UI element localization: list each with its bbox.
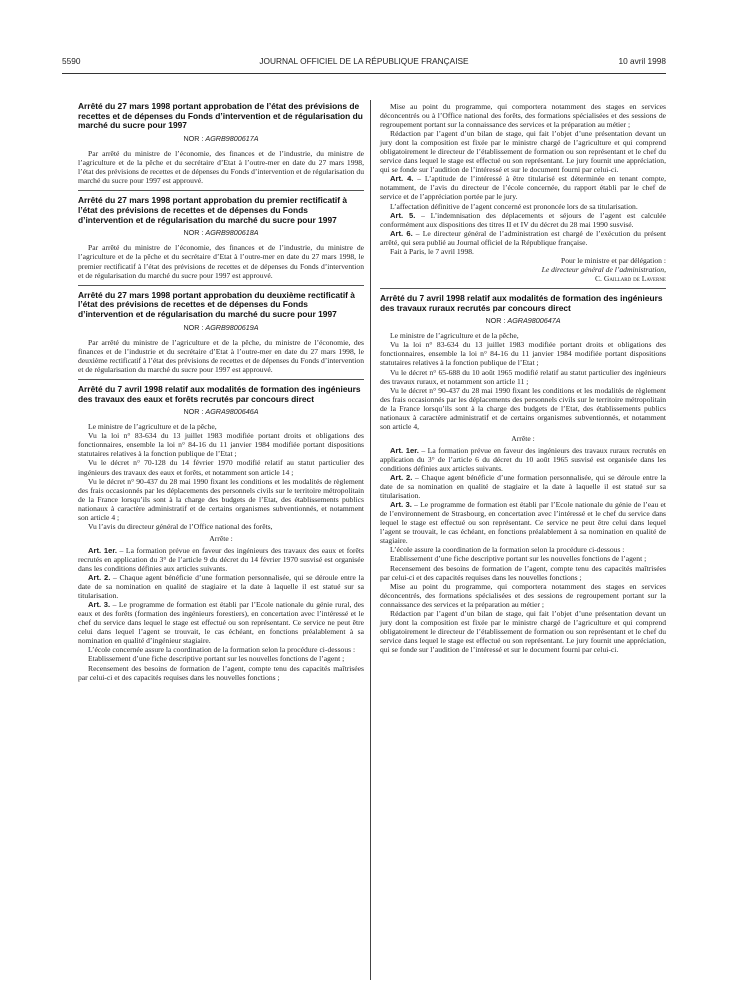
article-2: Art. 2. – Chaque agent bénéficie d’une formation personnalisée, qui se déroule entre la date de sa nomination en qualité de stagiaire et la date à laquelle il est statué sur sa titularisation. bbox=[380, 473, 666, 501]
decree-paragraph: Par arrêté du ministre de l’agriculture et de la pêche, du ministre de l’économie, des finances et de l’industrie et du secrétaire d’Etat à l’outre-mer en date du 27 mars 1998, le deuxième rectificatif à l’état des prévisions de recettes et de dépenses du Fonds d’intervention et de régularisation du marché du sucre pour 1997 est approuvé. bbox=[78, 337, 364, 374]
decree-paragraph: Vu la loi n° 83-634 du 13 juillet 1983 modifiée portant droits et obligations des fonctionnaires, ensemble la loi n° 84-16 du 11 janvier 1984 modifiée portant dispositions statutaires relatives à la fonction publique de l’Etat ; bbox=[380, 340, 666, 368]
decree-paragraph: Par arrêté du ministre de l’économie, des finances et de l’industrie, du ministre de l’agriculture et de la pêche et du secrétaire d’Etat à l’outre-mer en date du 27 mars 1998, le premier rectificatif à l’état des prévisions de recettes et de dépenses du Fonds d’intervention et de régularisation du marché du sucre pour 1997 est approuvé. bbox=[78, 243, 364, 280]
article-label: Art. 3. bbox=[88, 600, 111, 610]
running-head bbox=[62, 56, 666, 74]
decree-sucre-rectificatif-1 bbox=[78, 196, 364, 279]
nor-code: AGRB9800617A bbox=[205, 134, 259, 144]
nor-code: AGRB9800618A bbox=[205, 228, 259, 238]
article-label: Art. 3. bbox=[390, 500, 412, 510]
place-date: Fait à Paris, le 7 avril 1998. bbox=[390, 246, 474, 256]
article-1: Art. 1er. – La formation prévue en faveur des ingénieurs des travaux des eaux et forêts recrutés en application du 3° de l’article 9 du décret du 14 février 1970 susvisé est organisée dans les conditions définies aux articles suivants. bbox=[78, 545, 364, 573]
decree-paragraph: Vu le décret n° 70-128 du 14 février 1970 modifié relatif au statut particulier des ingénieurs des travaux des eaux et forêts, et notamment son article 14 ; bbox=[78, 458, 364, 477]
article-1: Art. 1er. – La formation prévue en faveur des ingénieurs des travaux ruraux recrutés en application du 3° de l’article 6 du décret du 10 août 1965 susvisé est organisée dans les conditions définies aux articles suivants. bbox=[380, 445, 666, 473]
article-label: Art. 5. bbox=[390, 210, 416, 220]
decree-travaux-ruraux bbox=[380, 294, 666, 654]
article-label: Art. 1er. bbox=[390, 445, 419, 455]
issue-date: 10 avril 1998 bbox=[618, 56, 666, 66]
decree-paragraph: Rédaction par l’agent d’un bilan de stage, qui fait l’objet d’une présentation devant un jury dont la composition est fixée par le ministre chargé de l’agriculture et qui comprend obligatoirement le directeur de l’établissement de formation ou son représentant et le chef du service dans lequel le stage est effectué ou son représentant. Le jury fournit une appréciation, qui se fonde sur l’audition de l’intéressé et sur le document fourni par celui-ci. bbox=[380, 608, 666, 654]
decree-paragraph: Le ministre de l’agriculture et de la pêche, bbox=[390, 331, 519, 341]
nor-code: AGRA9800647A bbox=[507, 316, 561, 326]
nor-reference: NOR : AGRB9800618A bbox=[183, 228, 259, 238]
article-label: Art. 6. bbox=[390, 228, 413, 238]
decree-paragraph: Mise au point du programme, qui comportera notamment des stages en services déconcentrés, des formations spécialisées et des sessions de regroupement portant sur la connaissance des services et la préparation au métier ; bbox=[380, 581, 666, 609]
article-label: Art. 1er. bbox=[88, 545, 117, 555]
article-4: Art. 4. – L’aptitude de l’intéressé à être titularisé est déterminée en tenant compte, notamment, de l’avis du directeur de l’école concernée, du rapport établi par le chef de service et de l’appréciation portée par le jury. bbox=[380, 174, 667, 202]
decree-paragraph: Mise au point du programme, qui comportera notamment des stages en services déconcentrés ou à l’Office national des forêts, des formations spécialisées et des sessions de regroupement portant sur la connaissance des services et la préparation au métier ; bbox=[380, 102, 666, 130]
nor-reference: NOR : AGRA9800647A bbox=[485, 316, 561, 326]
nor-code: AGRA9800646A bbox=[205, 407, 259, 417]
decree-sucre-rectificatif-2 bbox=[78, 291, 364, 374]
article-2: Art. 2. – Chaque agent bénéficie d’une formation personnalisée, qui se déroule entre la date de sa nomination en qualité de stagiaire et la date à laquelle il est statué sur sa titularisation. bbox=[78, 573, 364, 601]
decree-paragraph: L’école assure la coordination de la formation selon la procédure ci-dessous : bbox=[390, 545, 625, 555]
article-6: Art. 6. – Le directeur général de l’administration est chargé de l’exécution du présent arrêté, qui sera publié au Journal officiel de la République française. bbox=[380, 228, 666, 247]
decree-paragraph: Recensement des besoins de formation de l’agent, compte tenu des capacités maîtrisées par celui-ci et des capacités requises dans les nouvelles fonctions ; bbox=[380, 563, 666, 582]
decree-paragraph: Vu le décret n° 65-688 du 10 août 1965 modifié relatif au statut particulier des ingénieurs des travaux ruraux, et notamment son article 11 ; bbox=[380, 367, 666, 386]
arrete-heading: Arrête : bbox=[511, 433, 535, 443]
article-3: Art. 3. – Le programme de formation est établi par l’Ecole nationale du génie de l’eau et de l’environnement de Strasbourg, en concertation avec l’intéressé et le chef du service dans lequel le stage est effectué ou son représentant. Ce service ne peut être celui dans lequel l’agent se trouvait, le cas échéant, en fonctions préalablement à sa nomination en qualité de stagiaire. bbox=[380, 500, 667, 546]
decree-eaux-forets bbox=[78, 385, 364, 682]
decree-paragraph: L’affectation définitive de l’agent concerné est prononcée lors de sa titularisation. bbox=[390, 201, 638, 211]
signature-name: C. Gaillard de Laverne bbox=[594, 273, 666, 283]
page-number: 5590 bbox=[62, 56, 81, 66]
decree-paragraph: Vu l’avis du directeur général de l’Office national des forêts, bbox=[88, 521, 273, 531]
decree-sucre-1997 bbox=[78, 102, 364, 185]
decree-paragraph: Vu le décret n° 90-437 du 28 mai 1990 fixant les conditions et les modalités de règlement des frais occasionnés par les déplacements des personnels civils sur le territoire métropolitain de la France lorsqu’ils sont à la charge des budgets de l’Etat, des établissements publics nationaux à caractère administratif et de certains organismes subventionnés, et notamment son article 4, bbox=[380, 385, 666, 431]
decree-paragraph: Etablissement d’une fiche descriptive portant sur les nouvelles fonctions de l’agent ; bbox=[390, 554, 647, 564]
signature-delegation: Pour le ministre et par délégation : bbox=[560, 255, 666, 265]
article-label: Art. 2. bbox=[88, 573, 111, 583]
decree-paragraph: Vu la loi n° 83-634 du 13 juillet 1983 modifiée portant droits et obligations des fonctionnaires, ensemble la loi n° 84-16 du 11 janvier 1984 modifiée portant dispositions statutaires relatives à la fonction publique de l’Etat ; bbox=[78, 431, 364, 459]
decree-paragraph: Vu le décret n° 90-437 du 28 mai 1990 fixant les conditions et les modalités de règlement des frais occasionnés par les déplacements des personnels civils sur le territoire métropolitain de la France lorsqu’ils sont à la charge des budgets de l’Etat, des établissements publics nationaux à caractère administratif et de certains organismes subventionnés, et notamment son article 4 ; bbox=[78, 476, 364, 522]
decree-title: Arrêté du 7 avril 1998 relatif aux modalités de formation des ingénieurs des travaux ruraux recrutés par concours direct bbox=[380, 292, 663, 313]
arrete-heading: Arrête : bbox=[209, 533, 233, 543]
article-3: Art. 3. – Le programme de formation est établi par l’Ecole nationale du génie rural, des eaux et des forêts (formation des ingénieurs forestiers), en concertation avec l’intéressé et le chef du service dans lequel le stage est effectué ou son représentant. Ce service ne peut être celui dans lequel l’agent se trouvait, le cas échéant, en fonctions préalablement à sa nomination en qualité d’ingénieur stagiaire. bbox=[78, 600, 364, 646]
decree-eaux-forets-continued bbox=[380, 102, 666, 283]
separator bbox=[380, 288, 666, 289]
separator bbox=[78, 190, 364, 191]
separator bbox=[78, 379, 364, 380]
nor-reference: NOR : AGRB9800617A bbox=[183, 134, 259, 144]
decree-paragraph: Etablissement d’une fiche descriptive portant sur les nouvelles fonctions de l’agent ; bbox=[88, 654, 345, 664]
nor-reference: NOR : AGRA9800646A bbox=[183, 407, 259, 417]
nor-code: AGRB9800619A bbox=[205, 322, 259, 332]
column-divider bbox=[370, 100, 371, 980]
article-label: Art. 4. bbox=[390, 174, 414, 184]
left-column bbox=[78, 102, 364, 682]
decree-paragraph: Recensement des besoins de formation de l’agent, compte tenu des capacités maîtrisées par celui-ci et des capacités requises dans les nouvelles fonctions ; bbox=[78, 663, 364, 682]
signature-role: Le directeur général de l’administration, bbox=[541, 264, 666, 274]
article-label: Art. 2. bbox=[390, 473, 413, 483]
journal-title: JOURNAL OFFICIEL DE LA RÉPUBLIQUE FRANÇAISE bbox=[259, 56, 469, 66]
separator bbox=[78, 285, 364, 286]
decree-paragraph: L’école concernée assure la coordination de la formation selon la procédure ci-dessous : bbox=[88, 645, 356, 655]
decree-title: Arrêté du 27 mars 1998 portant approbation du deuxième rectificatif à l’état des prévisions de recettes et de dépenses du Fonds d’intervention et de régularisation du marché du sucre pour 1997 bbox=[78, 289, 355, 319]
right-column bbox=[380, 102, 666, 654]
decree-title: Arrêté du 27 mars 1998 portant approbation de l’état des prévisions de recettes et de dépenses du Fonds d’intervention et de régularisation du marché du sucre pour 1997 bbox=[78, 101, 363, 131]
decree-title: Arrêté du 27 mars 1998 portant approbation du premier rectificatif à l’état des prévisions de recettes et de dépenses du Fonds d’intervention et de régularisation du marché du sucre pour 1997 bbox=[78, 195, 348, 225]
decree-title: Arrêté du 7 avril 1998 relatif aux modalités de formation des ingénieurs des travaux des eaux et forêts recrutés par concours direct bbox=[78, 383, 361, 404]
decree-paragraph: Par arrêté du ministre de l’économie, des finances et de l’industrie, du ministre de l’agriculture et de la pêche et du secrétaire d’Etat à l’outre-mer en date du 27 mars 1998, l’état des prévisions de recettes et de dépenses du Fonds d’intervention et de régularisation du marché du sucre pour 1997 est approuvé. bbox=[78, 149, 364, 186]
decree-paragraph: Le ministre de l’agriculture et de la pêche, bbox=[88, 422, 217, 432]
decree-paragraph: Rédaction par l’agent d’un bilan de stage, qui fait l’objet d’une présentation devant un jury dont la composition est fixée par le ministre chargé de l’agriculture et qui comprend obligatoirement le directeur de l’établissement de formation ou son représentant et le chef du service dans lequel le stage est effectué ou son représentant. Le jury fournit une appréciation, qui se fonde sur l’audition de l’intéressé et sur le document fourni par celui-ci. bbox=[380, 129, 666, 175]
article-5: Art. 5. – L’indemnisation des déplacements et séjours de l’agent est calculée conformément aux dispositions des titres II et IV du décret du 28 mai 1990 susvisé. bbox=[380, 210, 666, 229]
nor-reference: NOR : AGRB9800619A bbox=[183, 322, 259, 332]
